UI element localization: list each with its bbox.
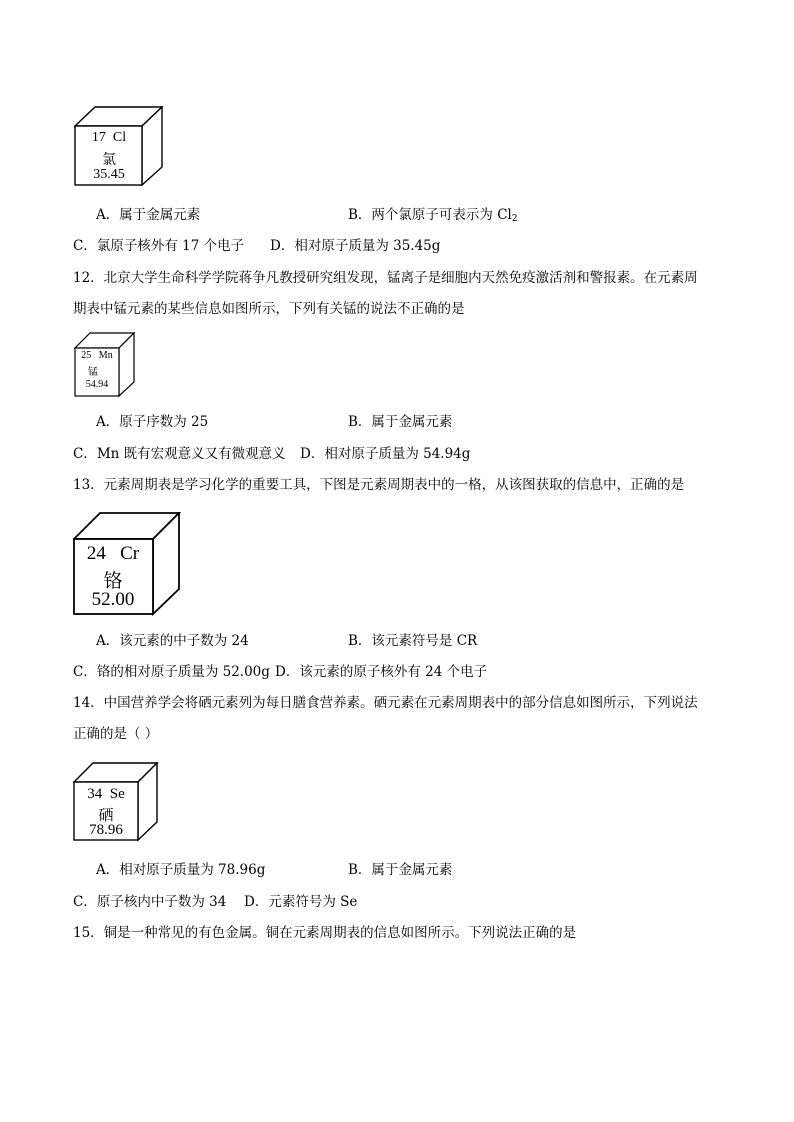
element-tile-selenium: [73, 762, 159, 842]
element-name: 氯: [102, 153, 116, 168]
atomic-number: 34: [87, 786, 103, 802]
element-tile-chlorine: [74, 106, 164, 186]
q14-stem-line1: 14．中国营养学会将硒元素列为每日膳食营养素。硒元素在元素周期表中的部分信息如图所示，下列说法: [73, 695, 698, 711]
element-symbol: Se: [109, 786, 125, 802]
q13-option-d: D．该元素的原子核外有 24 个电子: [275, 664, 488, 680]
q11-option-a: A．属于金属元素: [96, 207, 201, 223]
atomic-number: 24: [86, 543, 106, 564]
q13-option-a: A．该元素的中子数为 24: [96, 633, 249, 649]
element-symbol: Cr: [120, 543, 140, 564]
atomic-number: 17: [91, 130, 106, 145]
q12-option-d: D．相对原子质量为 54.94g: [300, 446, 471, 462]
q12-stem-line1: 12．北京大学生命科学学院蒋争凡教授研究组发现，锰离子是细胞内天然免疫激活剂和警报素。在元素周: [73, 270, 698, 286]
element-name: 硒: [98, 808, 114, 824]
element-symbol: Cl: [112, 130, 127, 145]
q12-option-b: B．属于金属元素: [348, 414, 453, 430]
q13-stem: 13．元素周期表是学习化学的重要工具，下图是元素周期表中的一格，从该图获取的信息中，正确的是: [73, 477, 685, 493]
q14-option-c: C．原子核内中子数为 34: [73, 894, 227, 910]
q12-stem-line2: 期表中锰元素的某些信息如图所示，下列有关锰的说法不正确的是: [73, 301, 465, 317]
q14-option-b: B．属于金属元素: [348, 862, 453, 878]
q11-option-d: D．相对原子质量为 35.45g: [270, 238, 441, 254]
atomic-mass: 35.45: [93, 167, 125, 182]
q14-stem-line2: 正确的是（ ）: [73, 726, 159, 742]
element-tile-chromium: [73, 512, 181, 616]
q13-option-b: B．该元素符号是 CR: [348, 633, 478, 649]
q15-stem: 15．铜是一种常见的有色金属。铜在元素周期表的信息如图所示。下列说法正确的是: [73, 925, 577, 941]
atomic-mass: 78.96: [89, 822, 123, 838]
q13-option-c: C．铬的相对原子质量为 52.00g: [73, 664, 270, 680]
element-tile-manganese: [74, 332, 136, 397]
atomic-mass: 52.00: [91, 589, 135, 610]
element-name: 铬: [103, 571, 123, 592]
q12-option-a: A．原子序数为 25: [96, 414, 209, 430]
element-symbol: Mn: [98, 350, 113, 361]
q11-option-c: C．氯原子核外有 17 个电子: [73, 238, 245, 254]
element-name: 锰: [88, 367, 98, 378]
q14-option-d: D．元素符号为 Se: [244, 894, 358, 910]
q14-option-a: A．相对原子质量为 78.96g: [96, 862, 266, 878]
q11-option-b: B．两个氯原子可表示为 $Cl_2$: [348, 207, 518, 224]
atomic-number: 25: [81, 350, 92, 361]
q12-option-c: C．Mn 既有宏观意义又有微观意义: [73, 446, 286, 462]
atomic-mass: 54.94: [85, 379, 109, 390]
